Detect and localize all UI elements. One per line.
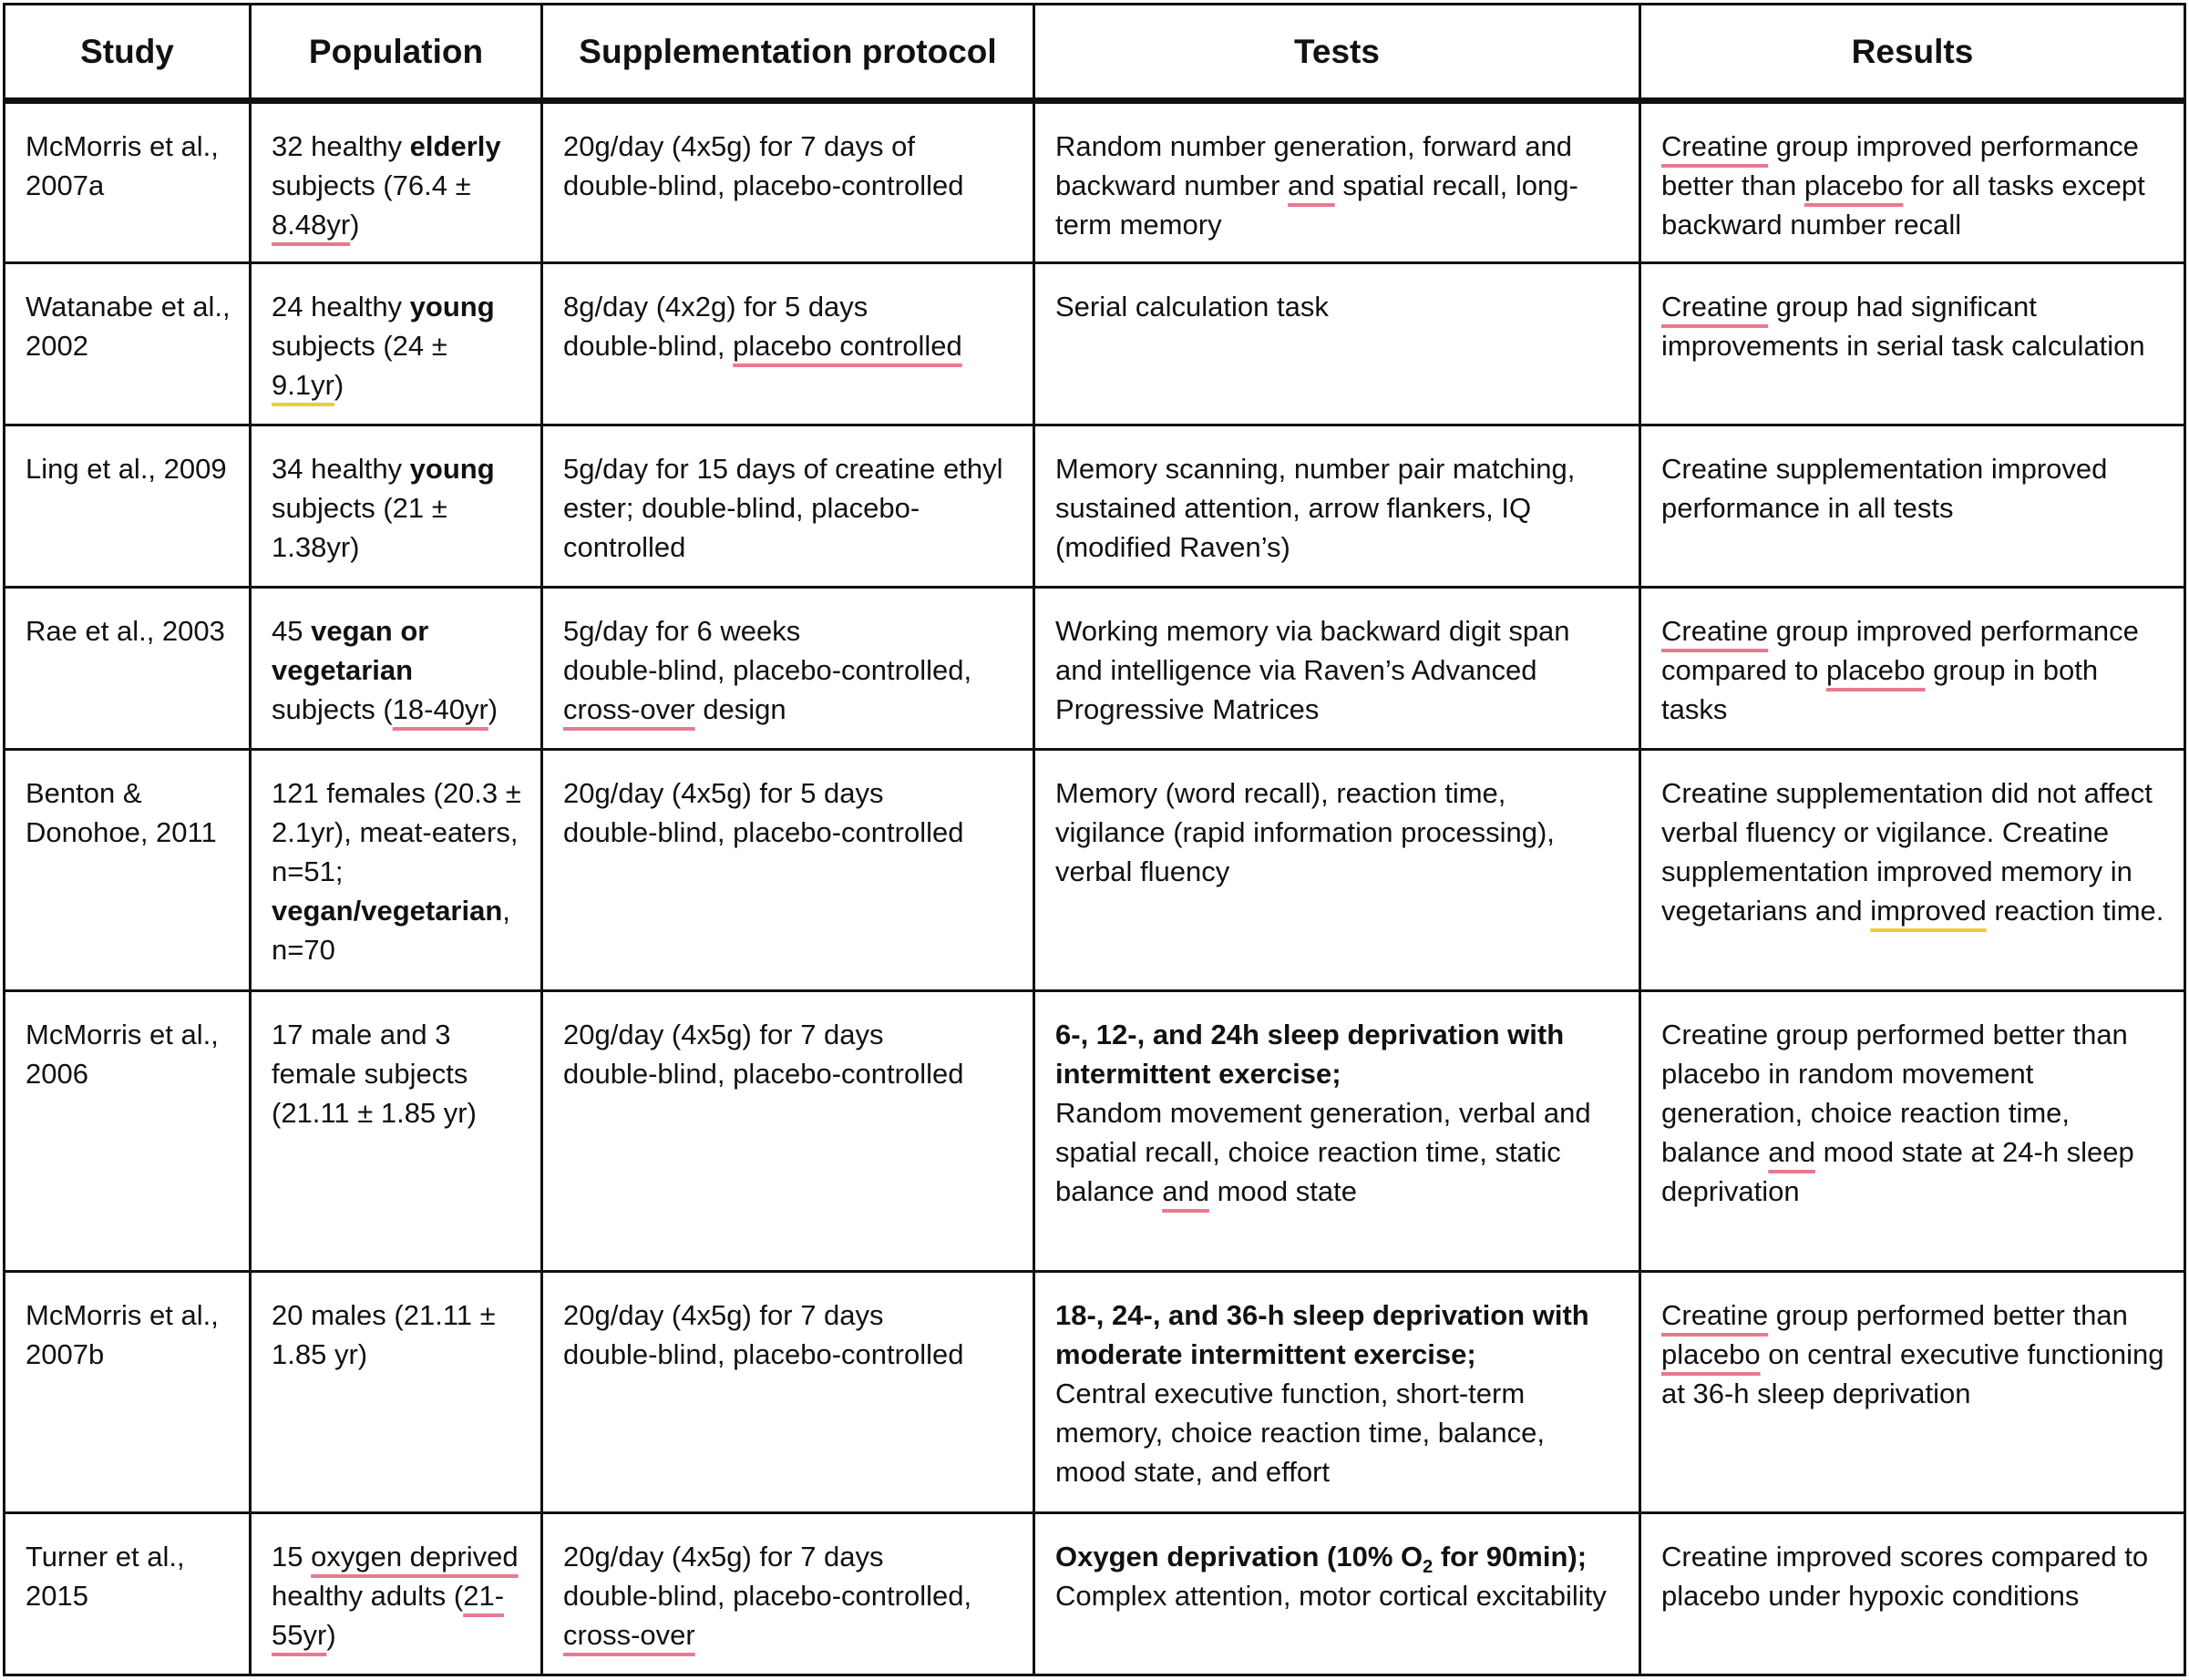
cell-protocol: 20g/day (4x5g) for 7 days double-blind, placebo-controlled xyxy=(542,1272,1034,1513)
studies-table xyxy=(3,3,2186,1676)
cell-study: Ling et al., 2009 xyxy=(5,425,251,588)
table-row xyxy=(5,1272,2185,1513)
cell-study: McMorris et al., 2006 xyxy=(5,991,251,1272)
table-row xyxy=(5,101,2185,263)
table-row xyxy=(5,263,2185,425)
cell-population: 45 vegan or vegetarian subjects (18-40yr) xyxy=(251,588,542,750)
cell-protocol: 8g/day (4x2g) for 5 days double-blind, placebo controlled xyxy=(542,263,1034,425)
cell-tests: Random number generation, forward and backward number and spatial recall, long-term memory xyxy=(1034,101,1640,263)
cell-population: 32 healthy elderly subjects (76.4 ± 8.48yr) xyxy=(251,101,542,263)
cell-results: Creatine group improved performance compared to placebo group in both tasks xyxy=(1640,588,2185,750)
header-protocol: Supplementation protocol xyxy=(542,5,1034,101)
cell-study: Turner et al., 2015 xyxy=(5,1513,251,1675)
cell-protocol: 20g/day (4x5g) for 7 days double-blind, placebo-controlled, cross-over xyxy=(542,1513,1034,1675)
cell-protocol: 5g/day for 15 days of creatine ethyl ester; double-blind, placebo-controlled xyxy=(542,425,1034,588)
cell-tests: 18-, 24-, and 36-h sleep deprivation with moderate intermittent exercise; Central executive function, short-term memory, choice reaction time, balance, mood state, and effort xyxy=(1034,1272,1640,1513)
cell-population: 20 males (21.11 ± 1.85 yr) xyxy=(251,1272,542,1513)
cell-results: Creatine group performed better than placebo in random movement generation, choice reaction time, balance and mood state at 24-h sleep deprivation xyxy=(1640,991,2185,1272)
cell-tests: Memory scanning, number pair matching, sustained attention, arrow flankers, IQ (modified Raven’s) xyxy=(1034,425,1640,588)
header-results: Results xyxy=(1640,5,2185,101)
cell-results: Creatine group had significant improvements in serial task calculation xyxy=(1640,263,2185,425)
header-study: Study xyxy=(5,5,251,101)
header-tests: Tests xyxy=(1034,5,1640,101)
table-row xyxy=(5,588,2185,750)
cell-study: Watanabe et al., 2002 xyxy=(5,263,251,425)
cell-protocol: 20g/day (4x5g) for 7 days double-blind, placebo-controlled xyxy=(542,991,1034,1272)
cell-population: 17 male and 3 female subjects (21.11 ± 1.85 yr) xyxy=(251,991,542,1272)
cell-study: McMorris et al., 2007a xyxy=(5,101,251,263)
header-population: Population xyxy=(251,5,542,101)
table-row xyxy=(5,750,2185,991)
table-row xyxy=(5,425,2185,588)
cell-population: 15 oxygen deprived healthy adults (21-55yr) xyxy=(251,1513,542,1675)
table-row xyxy=(5,991,2185,1272)
cell-results: Creatine group performed better than placebo on central executive functioning at 36-h sleep deprivation xyxy=(1640,1272,2185,1513)
cell-results: Creatine supplementation improved performance in all tests xyxy=(1640,425,2185,588)
cell-protocol: 20g/day (4x5g) for 7 days of double-blind, placebo-controlled xyxy=(542,101,1034,263)
cell-protocol: 20g/day (4x5g) for 5 days double-blind, placebo-controlled xyxy=(542,750,1034,991)
cell-population: 121 females (20.3 ± 2.1yr), meat-eaters, n=51; vegan/vegetarian, n=70 xyxy=(251,750,542,991)
cell-population: 24 healthy young subjects (24 ± 9.1yr) xyxy=(251,263,542,425)
cell-study: Rae et al., 2003 xyxy=(5,588,251,750)
cell-results: Creatine improved scores compared to placebo under hypoxic conditions xyxy=(1640,1513,2185,1675)
header-row xyxy=(5,5,2185,101)
cell-results: Creatine group improved performance better than placebo for all tasks except backward number recall xyxy=(1640,101,2185,263)
cell-tests: 6-, 12-, and 24h sleep deprivation with intermittent exercise; Random movement generation, verbal and spatial recall, choice reaction time, static balance and mood state xyxy=(1034,991,1640,1272)
cell-tests: Memory (word recall), reaction time, vigilance (rapid information processing), verbal fluency xyxy=(1034,750,1640,991)
cell-tests: Serial calculation task xyxy=(1034,263,1640,425)
cell-study: Benton & Donohoe, 2011 xyxy=(5,750,251,991)
cell-tests: Oxygen deprivation (10% $O_2$ for 90min); Complex attention, motor cortical excitability xyxy=(1034,1513,1640,1675)
table-row xyxy=(5,1513,2185,1675)
cell-study: McMorris et al., 2007b xyxy=(5,1272,251,1513)
cell-tests: Working memory via backward digit span and intelligence via Raven’s Advanced Progressive Matrices xyxy=(1034,588,1640,750)
cell-population: 34 healthy young subjects (21 ± 1.38yr) xyxy=(251,425,542,588)
cell-protocol: 5g/day for 6 weeks double-blind, placebo-controlled, cross-over design xyxy=(542,588,1034,750)
cell-results: Creatine supplementation did not affect verbal fluency or vigilance. Creatine supplementation improved memory in vegetarians and improved reaction time. xyxy=(1640,750,2185,991)
